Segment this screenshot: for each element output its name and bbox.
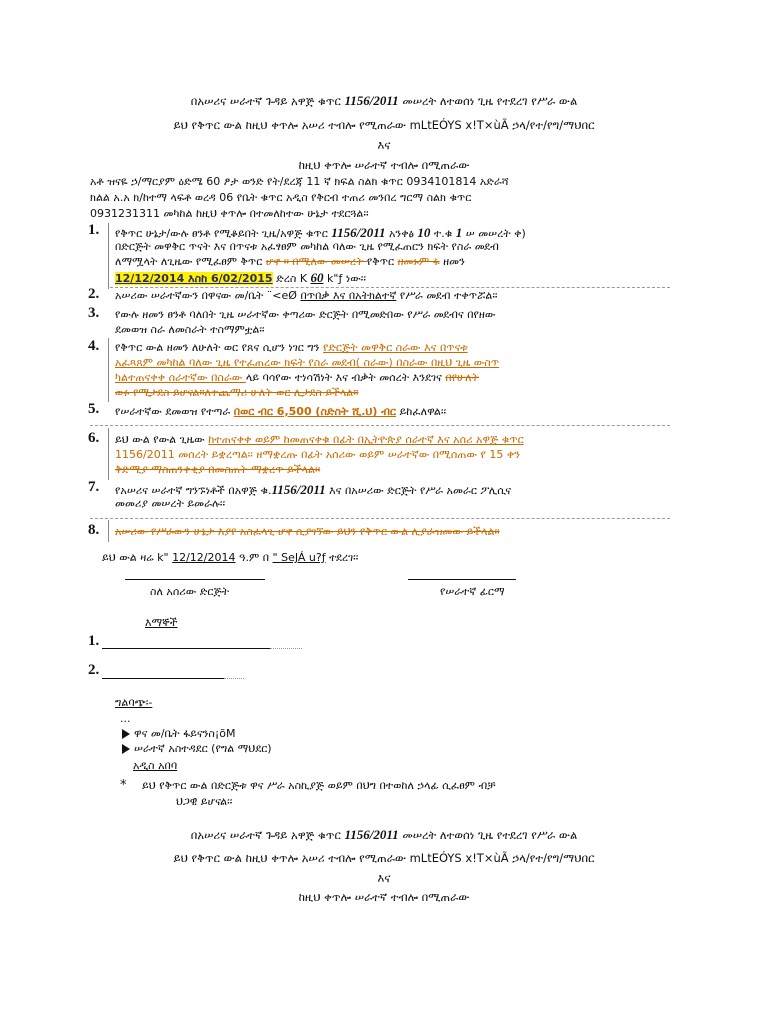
heading-text: በአሠሪና ሠራተኛ ጉዳይ አዋጅ ቁጥር bbox=[190, 94, 345, 108]
employer-signature-label: ስለ አሰሪው ድርጅት bbox=[150, 585, 230, 598]
item-6-line-1: ይህ ውል የውል ጊዜው ከተጠናቀቀ ወይም ከመጠናቀቁ በፊት በኢትዮጵያ ሰራተኛ እና አሰሪ አዋጅ ቁጥር bbox=[115, 433, 524, 446]
item-6-margin bbox=[108, 428, 109, 480]
item-7-number: 7. bbox=[88, 479, 100, 495]
item-6-line-3: ቅድሚያ ማስጠንቀቂያ በመስጠት ማቋረጥ ይችላል፡፡ bbox=[115, 463, 321, 476]
item-6-number: 6. bbox=[88, 430, 100, 446]
arrow-bullet-icon bbox=[122, 729, 130, 739]
and-line: እና bbox=[377, 138, 391, 152]
item-3-number: 3. bbox=[88, 305, 100, 321]
cc-item-1: ዋና መ/ቤት ፋይናንስ¡õM bbox=[122, 727, 236, 741]
note-asterisk: * bbox=[120, 778, 127, 793]
cc-title: ግልባጭ፡- bbox=[115, 696, 153, 709]
witnesses-title: እማኞች bbox=[145, 616, 178, 629]
item-1-line-3: ለማሟላት ለጊዜው የሚፈፀም ቅጥር ሆኖ ፡፡ በሚለው መሠረት የቅጥር ዘመኑም ፋ ዘመን bbox=[115, 255, 465, 268]
item-1-number: 1. bbox=[88, 222, 100, 238]
item-3-line-2: ደመወዝ ስራ ለመስራት ተስማምቷል፡፡ bbox=[115, 323, 265, 336]
witness-2-line bbox=[102, 678, 224, 679]
item-8-line-1: አሠሪው የሥራውን ሁኔታ እያየ አስፈላጊ ሆኖ ሲያገኘው ይህን የቅጥር ውል ሊያራዝመው ይችላል፡፡ bbox=[115, 525, 500, 538]
item-1-margin bbox=[108, 223, 109, 289]
employee-signature-label: የሠራተኛ ፊርማ bbox=[440, 585, 505, 598]
item-6-line-2: 1156/2011 መሰረት ይቋረጣል፡፡ ዘማቋረጡ በፊት አሰሪው ወይም ሠራተኛው በሚሰጠው የ 15 ቀን bbox=[115, 448, 521, 461]
item-1-line-2: በድርጅት መዋቅር ጥናት እና በጥናቱ አፈፃፀም መካከል ባለው ጊዜ የሚፈጠርን ክፍት የስራ መደብ bbox=[115, 240, 499, 253]
item-4-line-2: አፈጻጸም መካከል ባለው ጊዜ የተፈጠረው ክፍት የስራ መደብ( ስራው) በስራው በዚህ ጊዜ ውስጥ bbox=[115, 356, 500, 369]
item-4-line-1: የቅጥር ውል ዘመን ለሁለት ወር የጸና ሲሆን ነገር ግን የድርጅት መዋቅር ስራው እና በጥናቱ bbox=[115, 341, 468, 354]
employer-signature-line bbox=[125, 579, 265, 580]
item-3-line-1: የውሉ ዘመን ፀንቶ ባለበት ጊዜ ሠራተኛው ቀጣሪው ድርጅት በሚመድበው የሥራ መደብና በየዘው bbox=[115, 308, 496, 321]
item-1-line-1: የቅጥር ሁኔታ/ውሉ ፀንቶ የሚቆይበት ጊዜ/አዋጅ ቁጥር 1156/2011 አንቀፅ 10 ተ.ቁ 1 ሠ መሠረት ቀ) bbox=[115, 225, 526, 240]
footer-employer-line: ይህ የቅጥር ውል ከዚህ ቀጥሎ አሠሪ ተብሎ የሚጠራው mLtEÓYS x!T×ùÃ ኃላ/የተ/የግ/ማህበር bbox=[173, 851, 595, 865]
footer-and-line: እና bbox=[377, 871, 391, 885]
employer-line: ይህ የቅጥር ውል ከዚህ ቀጥሎ አሠሪ ተብሎ የሚጠራው mLtEÓYS x!T×ùÃ ኃላ/የተ/የግ/ማህበር bbox=[173, 118, 595, 132]
employee-line: ከዚህ ቀጥሎ ሠራተኛ ተብሎ በሚጠራው bbox=[298, 158, 470, 172]
intro-line-3: 0931231311 መካከል ከዚህ ቀጥሎ በተመለከተው ሁኔታ ተደርጓል፡፡ bbox=[90, 207, 369, 220]
item-4-line-3: ካልተጠናቀቀ ሰራተኛው በስራው ላይ ባሳየው ተነሳሽነት እና ብቃት መሰረት እንደገና በየሁለት bbox=[115, 371, 479, 384]
note-line-1: ይህ የቅጥር ውል በድርጅቱ ዋና ሥራ አስኪያጅ ወይም በህግ በተወከለ ኃላፊ ሲፈፀም ብቻ bbox=[142, 779, 496, 792]
contract-heading bbox=[0, 93, 768, 109]
salary-amount: በወር ብር 6,500 (ስድስት ሺ.ህ) ብር bbox=[233, 405, 397, 418]
intro-line-2: ክልል አ.አ ክ/ከተማ ላፍቶ ወረዳ 06 የቤት ቁጥር አዲስ የቅርብ ተጠሪ መንበረ ግርማ ስልክ ቁጥር bbox=[90, 191, 472, 204]
item-7-line-1: የአሠሪና ሠራተኛ ግንኙነቶች በአዋጅ ቁ.1156/2011 እና በአሠሪው ድርጅት የሥራ አመራር ፖሊሲና bbox=[115, 482, 512, 497]
item-8-margin bbox=[108, 520, 109, 542]
footer-heading: በአሠሪና ሠራተኛ ጉዳይ አዋጅ ቁጥር 1156/2011 መሠረት ለተወሰነ ጊዜ የተደረገ የሥራ ውል bbox=[190, 827, 578, 842]
intro-line-1: አቶ ዝናዬ ኃ/ማርያም ዕድሜ 60 ፆታ ወንድ የት/ደረጃ 11 ኛ ክፍል ስልክ ቁጥር 0934101814 አድራሻ bbox=[90, 175, 509, 188]
item-1-line-4: 12/12/2014 እስከ 6/02/2015 ድረስ K 60 k"ƒ ነው፡፡ bbox=[115, 270, 366, 285]
arrow-bullet-icon bbox=[122, 744, 130, 754]
item-2-line-1: አሠሪው ሠራተኛውን በዋናው መ/ቤት ¨<eØ በጥበቃ እና በአትክልተኛ የሥራ መደብ ተቀጥሯል፡፡ bbox=[115, 289, 498, 302]
item-divider-2 bbox=[90, 425, 670, 426]
item-5-number: 5. bbox=[88, 401, 100, 417]
cc-dots: ... bbox=[120, 712, 131, 725]
witness-1-dots bbox=[270, 648, 302, 649]
item-5-line-1: የሠራተኛው ደመወዝ የተጣራ በወር ብር 6,500 (ስድስት ሺ.ህ) ብር ይከፈለዋል፡፡ bbox=[115, 405, 447, 418]
cc-place: አዲስ አበባ bbox=[133, 759, 178, 772]
heading-text-end: መሠረት ለተወሰነ ጊዜ የተደረገ የሥራ ውል bbox=[398, 94, 578, 108]
item-8-number: 8. bbox=[88, 522, 100, 538]
witness-1-number: 1. bbox=[88, 633, 100, 649]
note-line-2: ህጋዊ ይሆናል፡፡ bbox=[176, 795, 233, 808]
contract-date-line: ይህ ውል ዛሬ k" 12/12/2014 ዓ.ም በ " SeJÁ u?ƒ ተደረገ፡፡ bbox=[102, 551, 359, 564]
item-4-margin bbox=[108, 338, 109, 402]
contract-period-highlight: 12/12/2014 እስከ 6/02/2015 bbox=[115, 272, 273, 285]
witness-1-line bbox=[102, 648, 270, 649]
footer-employee-line: ከዚህ ቀጥሎ ሠራተኛ ተብሎ በሚጠራው bbox=[298, 890, 470, 904]
witness-2-number: 2. bbox=[88, 662, 100, 678]
item-4-line-4: ወሩ የሚታደስ ይሆናል።ለተጨማሪ ሁለት ወር ሊታደስ ይችላል። bbox=[115, 386, 359, 399]
employee-signature-line bbox=[408, 579, 516, 580]
item-2-number: 2. bbox=[88, 286, 100, 302]
item-divider-3 bbox=[90, 518, 670, 519]
heading-law-number: 1156/2011 bbox=[344, 93, 399, 108]
item-4-number: 4. bbox=[88, 338, 100, 354]
witness-2-dots bbox=[224, 678, 244, 679]
cc-item-2: ሠራተኛ አስተዳደር (የግል ማህደር) bbox=[122, 742, 272, 756]
item-divider bbox=[110, 287, 670, 288]
item-7-line-2: መመሪያ መሠረት ይመራሉ፡፡ bbox=[115, 497, 226, 510]
